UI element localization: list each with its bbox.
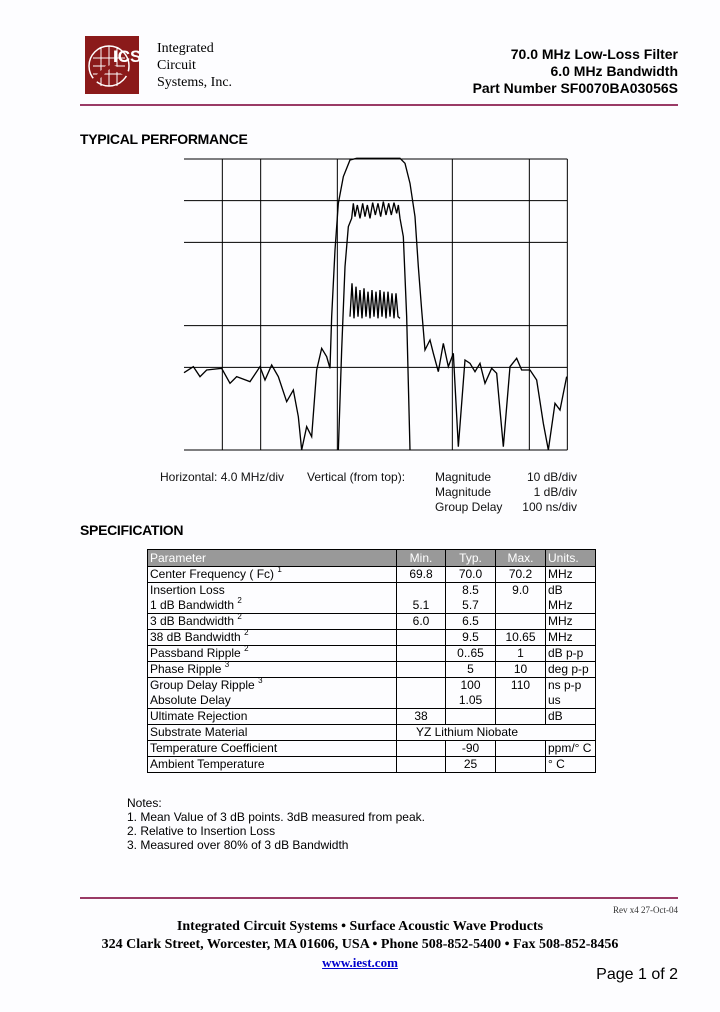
footer-address: 324 Clark Street, Worcester, MA 01606, USA • Phone 508-852-5400 • Fax 508-852-8456 [101, 937, 619, 952]
min-cell [397, 693, 446, 709]
table-row [148, 693, 596, 709]
company-line: Integrated [157, 41, 214, 56]
parameter-name: 38 dB Bandwidth [150, 630, 241, 644]
table-row [148, 678, 596, 694]
parameter-cell [148, 757, 397, 773]
max-cell [496, 709, 546, 725]
parameter-cell [148, 741, 397, 757]
u-cell: dB p-p [546, 646, 596, 662]
plot-grid [184, 159, 567, 450]
u-cell: deg p-p [546, 662, 596, 678]
typ-cell [446, 709, 496, 725]
trace-group-delay [350, 283, 400, 318]
u-cell: MHz [546, 614, 596, 630]
u-cell: MHz [546, 630, 596, 646]
min-cell [397, 678, 446, 694]
table-row [148, 614, 596, 630]
vertical-label: Vertical (from top): [307, 470, 406, 484]
notes [127, 796, 425, 852]
specification-table [147, 549, 596, 773]
parameter-name: Substrate Material [150, 725, 248, 739]
typ-cell: 100 [446, 678, 496, 694]
product-title [473, 46, 678, 97]
footer-company: Integrated Circuit Systems • Surface Acoustic Wave Products [176, 919, 544, 934]
min-cell [397, 630, 446, 646]
table-row [148, 646, 596, 662]
max-cell: 110 [496, 678, 546, 694]
parameter-name: Passband Ripple [150, 646, 241, 660]
trace-name: Magnitude [435, 470, 492, 484]
parameter-name: Insertion Loss [150, 583, 225, 597]
footer-divider [80, 897, 678, 899]
horizontal-scale: Horizontal: 4.0 MHz/div [160, 470, 285, 484]
parameter-cell [148, 583, 397, 599]
parameter-cell [148, 614, 397, 630]
max-cell: 70.2 [496, 567, 546, 583]
column-header: Min. [397, 550, 446, 567]
trace-scale: 10 dB/div [526, 470, 577, 484]
parameter-cell [148, 598, 397, 614]
max-cell [496, 757, 546, 773]
typ-cell: 25 [446, 757, 496, 773]
ics-logo [85, 36, 139, 94]
table-row [148, 757, 596, 773]
min-cell: 5.1 [397, 598, 446, 614]
min-cell: 38 [397, 709, 446, 725]
u-cell: us [546, 693, 596, 709]
column-header: Typ. [446, 550, 496, 567]
company-line: Systems, Inc. [157, 75, 233, 90]
min-cell: 69.8 [397, 567, 446, 583]
min-cell [397, 741, 446, 757]
trace-scale: 1 dB/div [533, 485, 577, 499]
table-row [148, 630, 596, 646]
parameter-cell [148, 646, 397, 662]
trace-scales [522, 470, 577, 515]
max-cell [496, 614, 546, 630]
table-header [148, 550, 596, 567]
min-cell [397, 757, 446, 773]
parameter-name: 1 dB Bandwidth [150, 598, 235, 612]
max-cell [496, 693, 546, 709]
trace-names [435, 470, 502, 515]
part-number: Part Number SF0070BA03056S [472, 80, 678, 96]
max-cell: 10 [496, 662, 546, 678]
min-cell [397, 646, 446, 662]
footnote-ref: 2 [244, 628, 249, 637]
min-cell [397, 583, 446, 599]
max-cell: 10.65 [496, 630, 546, 646]
parameter-cell [148, 725, 397, 741]
note: 3. Measured over 80% of 3 dB Bandwidth [127, 838, 349, 852]
trace-name: Group Delay [435, 500, 503, 514]
column-header: Units. [546, 550, 596, 567]
typ-cell: 5.7 [446, 598, 496, 614]
min-cell [397, 662, 446, 678]
table-row [148, 741, 596, 757]
parameter-name: Absolute Delay [150, 693, 231, 707]
typ-cell: 1.05 [446, 693, 496, 709]
parameter-name: Group Delay Ripple [150, 678, 255, 692]
parameter-cell [148, 709, 397, 725]
footnote-ref: 1 [277, 565, 282, 574]
u-cell: ppm/° C [546, 741, 596, 757]
title-line: 70.0 MHz Low-Loss Filter [510, 46, 678, 62]
u-cell: ns p-p [546, 678, 596, 694]
table-row [148, 709, 596, 725]
max-cell [496, 598, 546, 614]
trace-name: Magnitude [435, 485, 492, 499]
parameter-cell [148, 678, 397, 694]
max-cell: 9.0 [496, 583, 546, 599]
footnote-ref: 2 [237, 596, 242, 605]
footer [0, 918, 720, 973]
footnote-ref: 3 [224, 660, 230, 669]
footnote-ref: 3 [258, 676, 263, 685]
table-row [148, 583, 596, 599]
note: 2. Relative to Insertion Loss [127, 824, 276, 838]
title-line: 6.0 MHz Bandwidth [550, 63, 678, 79]
column-header: Parameter [148, 550, 397, 567]
parameter-cell [148, 630, 397, 646]
parameter-cell [148, 662, 397, 678]
parameter-name: Temperature Coefficient [150, 741, 278, 755]
typ-cell: 5 [446, 662, 496, 678]
performance-plot [150, 150, 590, 520]
parameter-name: Ultimate Rejection [150, 709, 248, 723]
note: 1. Mean Value of 3 dB points. 3dB measured from peak. [127, 810, 425, 824]
header-divider [80, 104, 678, 106]
u-cell: dB [546, 709, 596, 725]
typ-cell: 8.5 [446, 583, 496, 599]
table-row [148, 567, 596, 583]
parameter-name: Phase Ripple [150, 662, 222, 676]
company-line: Circuit [157, 58, 196, 73]
typ-cell: 6.5 [446, 614, 496, 630]
svg-text:ICS: ICS [113, 47, 139, 66]
typ-cell: 0..65 [446, 646, 496, 662]
page-number: Page 1 of 2 [596, 966, 678, 983]
column-header: Max. [496, 550, 546, 567]
parameter-cell [148, 567, 397, 583]
u-cell: dB [546, 583, 596, 599]
parameter-name: 3 dB Bandwidth [150, 614, 235, 628]
parameter-name: Ambient Temperature [150, 757, 265, 771]
u-cell: MHz [546, 598, 596, 614]
table-row [148, 725, 596, 741]
table-row [148, 662, 596, 678]
parameter-cell [148, 693, 397, 709]
typ-cell: 70.0 [446, 567, 496, 583]
max-cell [496, 741, 546, 757]
notes-heading: Notes: [127, 796, 162, 810]
company-name [157, 40, 232, 91]
value-cell: YZ Lithium Niobate [397, 725, 596, 741]
section-heading: TYPICAL PERFORMANCE [80, 131, 248, 147]
trace-scale: 100 ns/div [522, 500, 577, 514]
section-heading: SPECIFICATION [80, 522, 184, 538]
footnote-ref: 2 [244, 644, 249, 653]
typ-cell: 9.5 [446, 630, 496, 646]
typ-cell: -90 [446, 741, 496, 757]
u-cell: MHz [546, 567, 596, 583]
website-link[interactable]: www.iest.com [322, 955, 398, 970]
footnote-ref: 2 [237, 612, 242, 621]
parameter-name: Center Frequency ( Fc) [150, 567, 275, 581]
u-cell: ° C [546, 757, 596, 773]
revision: Rev x4 27-Oct-04 [613, 905, 678, 915]
table-row [148, 598, 596, 614]
max-cell: 1 [496, 646, 546, 662]
min-cell: 6.0 [397, 614, 446, 630]
